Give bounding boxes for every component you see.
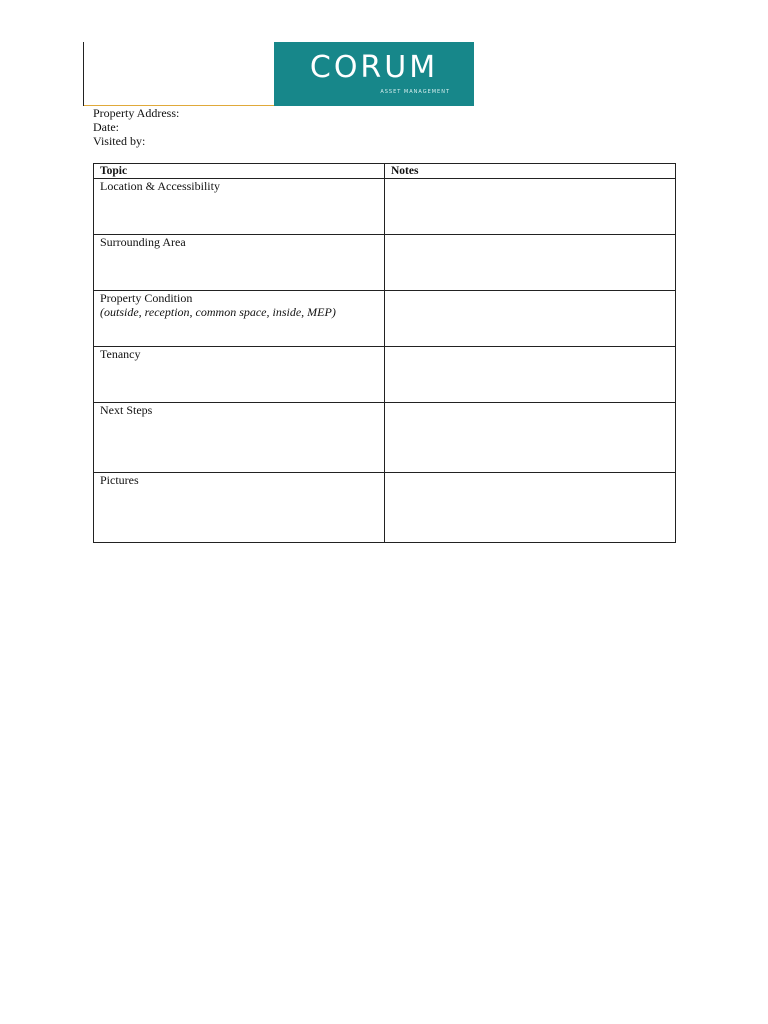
notes-column-header: Notes: [385, 164, 676, 179]
topic-cell: [94, 473, 385, 543]
visit-details: [93, 106, 179, 148]
topic-cell: [94, 235, 385, 291]
property-address-label: Property Address:: [93, 106, 180, 120]
date-label: Date:: [93, 120, 119, 134]
topic-property-condition: Property Condition: [100, 291, 193, 305]
topic-cell: [94, 179, 385, 235]
table-row: [94, 179, 676, 235]
topic-surrounding-area: Surrounding Area: [100, 235, 186, 249]
table-header-row: [94, 164, 676, 179]
notes-cell[interactable]: [385, 291, 676, 347]
topic-tenancy: Tenancy: [100, 347, 141, 361]
topic-cell: [94, 403, 385, 473]
logo-wordmark: CORUM: [309, 50, 439, 85]
notes-cell[interactable]: [385, 179, 676, 235]
topic-column-header: Topic: [94, 164, 385, 179]
table-row: [94, 473, 676, 543]
notes-cell[interactable]: [385, 347, 676, 403]
topic-next-steps: Next Steps: [100, 403, 153, 417]
notes-cell[interactable]: [385, 235, 676, 291]
visit-notes-table: [93, 163, 676, 543]
topic-property-condition-detail: (outside, reception, common space, inside, MEP): [100, 305, 336, 319]
topic-location-accessibility: Location & Accessibility: [100, 179, 220, 193]
topic-cell: [94, 291, 385, 347]
table-row: [94, 291, 676, 347]
notes-cell[interactable]: [385, 473, 676, 543]
logo-subtitle: ASSET MANAGEMENT: [380, 89, 450, 95]
table-row: [94, 235, 676, 291]
table-row: [94, 347, 676, 403]
topic-pictures: Pictures: [100, 473, 139, 487]
table-row: [94, 403, 676, 473]
margin-line: [83, 42, 84, 106]
topic-cell: [94, 347, 385, 403]
corum-logo: [274, 42, 474, 106]
notes-cell[interactable]: [385, 403, 676, 473]
visited-by-label: Visited by:: [93, 134, 146, 148]
